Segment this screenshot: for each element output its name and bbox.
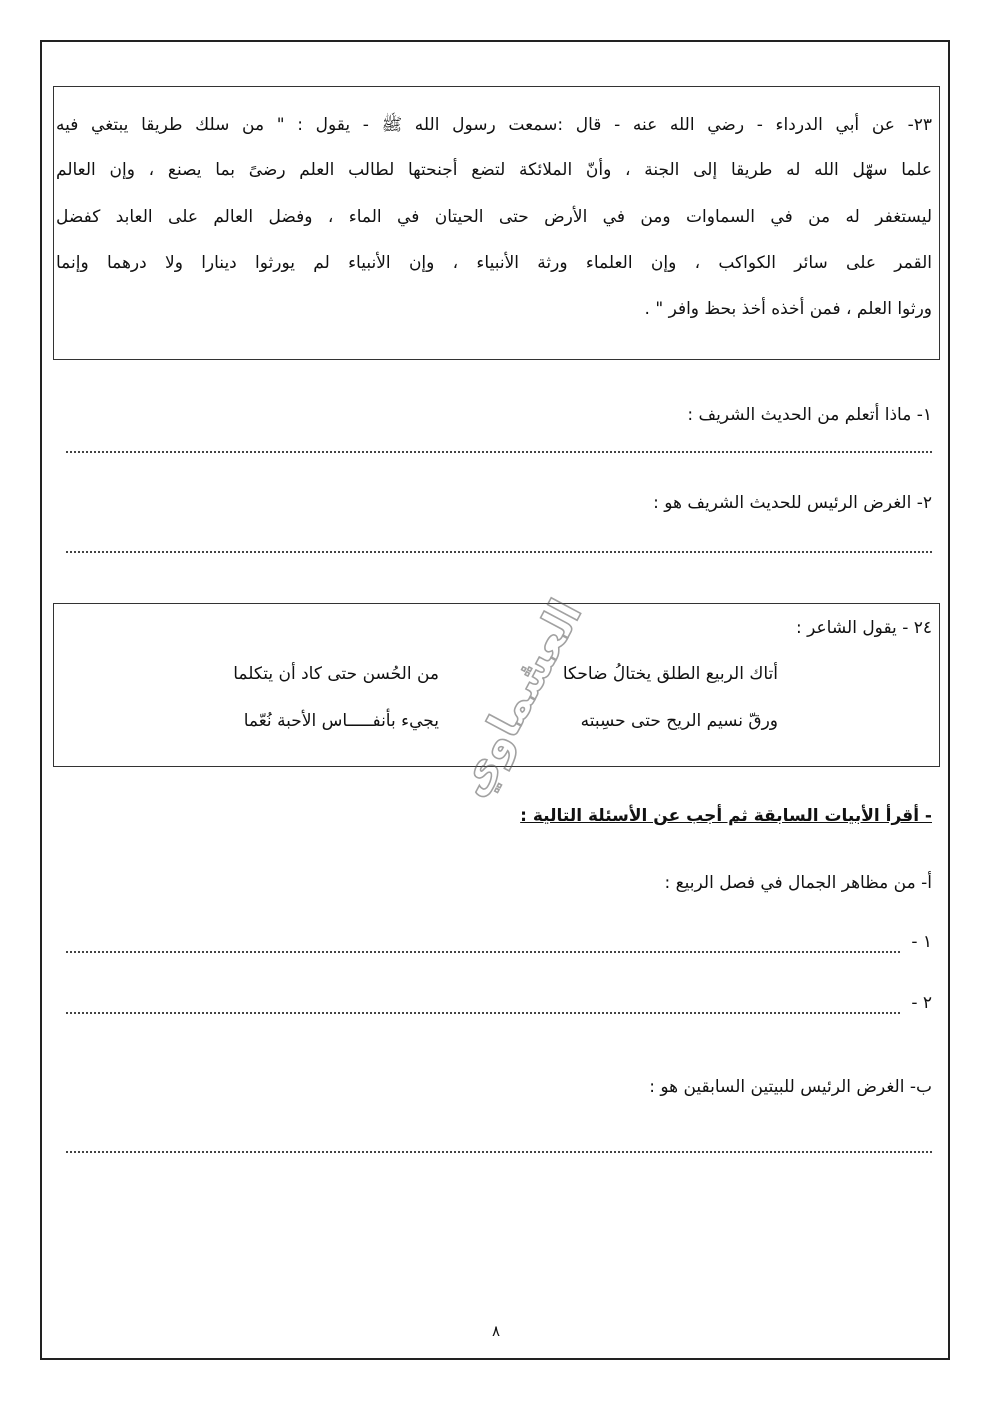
answer-line-1[interactable]	[66, 451, 932, 453]
poem-intro: ٢٤ - يقول الشاعر :	[796, 618, 932, 638]
verse-1-second-half: من الحُسن حتى كاد أن يتكلما	[233, 664, 439, 684]
verse-2-first-half: ورقّ نسيم الريح حتى حسِبته	[580, 711, 778, 731]
answer-item-2[interactable]	[66, 1012, 900, 1014]
hadith-line-2: علما سهّل الله له طريقا إلى الجنة ، وأنّ الملائكة لتضع أجنحتها لطالب العلم رضىً بما يصنع ، وإن العالم	[56, 160, 932, 180]
answer-line-b[interactable]	[66, 1151, 932, 1153]
question-1: ١- ماذا أتعلم من الحديث الشريف :	[687, 405, 932, 425]
watermark-logo	[446, 591, 593, 806]
watermark-text: العشماوي	[446, 591, 593, 806]
page-number: ٨	[491, 1322, 501, 1340]
question-a: أ- من مظاهر الجمال في فصل الربيع :	[664, 873, 932, 893]
item-2-label: ٢ -	[911, 993, 932, 1013]
hadith-line-5: ورثوا العلم ، فمن أخذه أخذ بحظ وافر " .	[644, 299, 932, 319]
verse-1-first-half: أتاك الربيع الطلق يختالُ ضاحكا	[562, 664, 778, 684]
question-2: ٢- الغرض الرئيس للحديث الشريف هو :	[653, 493, 932, 513]
question-b: ب- الغرض الرئيس للبيتين السابقين هو :	[649, 1077, 932, 1097]
section-heading: - أقرأ الأبيات السابقة ثم أجب عن الأسئلة التالية :	[520, 806, 932, 826]
verse-2-second-half: يجيء بأنفـــــاس الأحبة نُعّما	[243, 711, 439, 731]
item-1-label: ١ -	[911, 932, 932, 952]
answer-item-1[interactable]	[66, 951, 900, 953]
hadith-line-4: القمر على سائر الكواكب ، وإن العلماء ورثة الأنبياء ، وإن الأنبياء لم يورثوا دينارا ولا درهما وإنما	[56, 253, 932, 273]
hadith-line-1: ٢٣- عن أبي الدرداء - رضي الله عنه - قال :سمعت رسول الله ﷺ - يقول : " من سلك طريقا يبتغي فيه	[56, 115, 932, 135]
answer-line-2[interactable]	[66, 551, 932, 553]
hadith-line-3: ليستغفر له من في السماوات ومن في الأرض حتى الحيتان في الماء ، وفضل العالم على العابد كفضل	[56, 207, 932, 227]
